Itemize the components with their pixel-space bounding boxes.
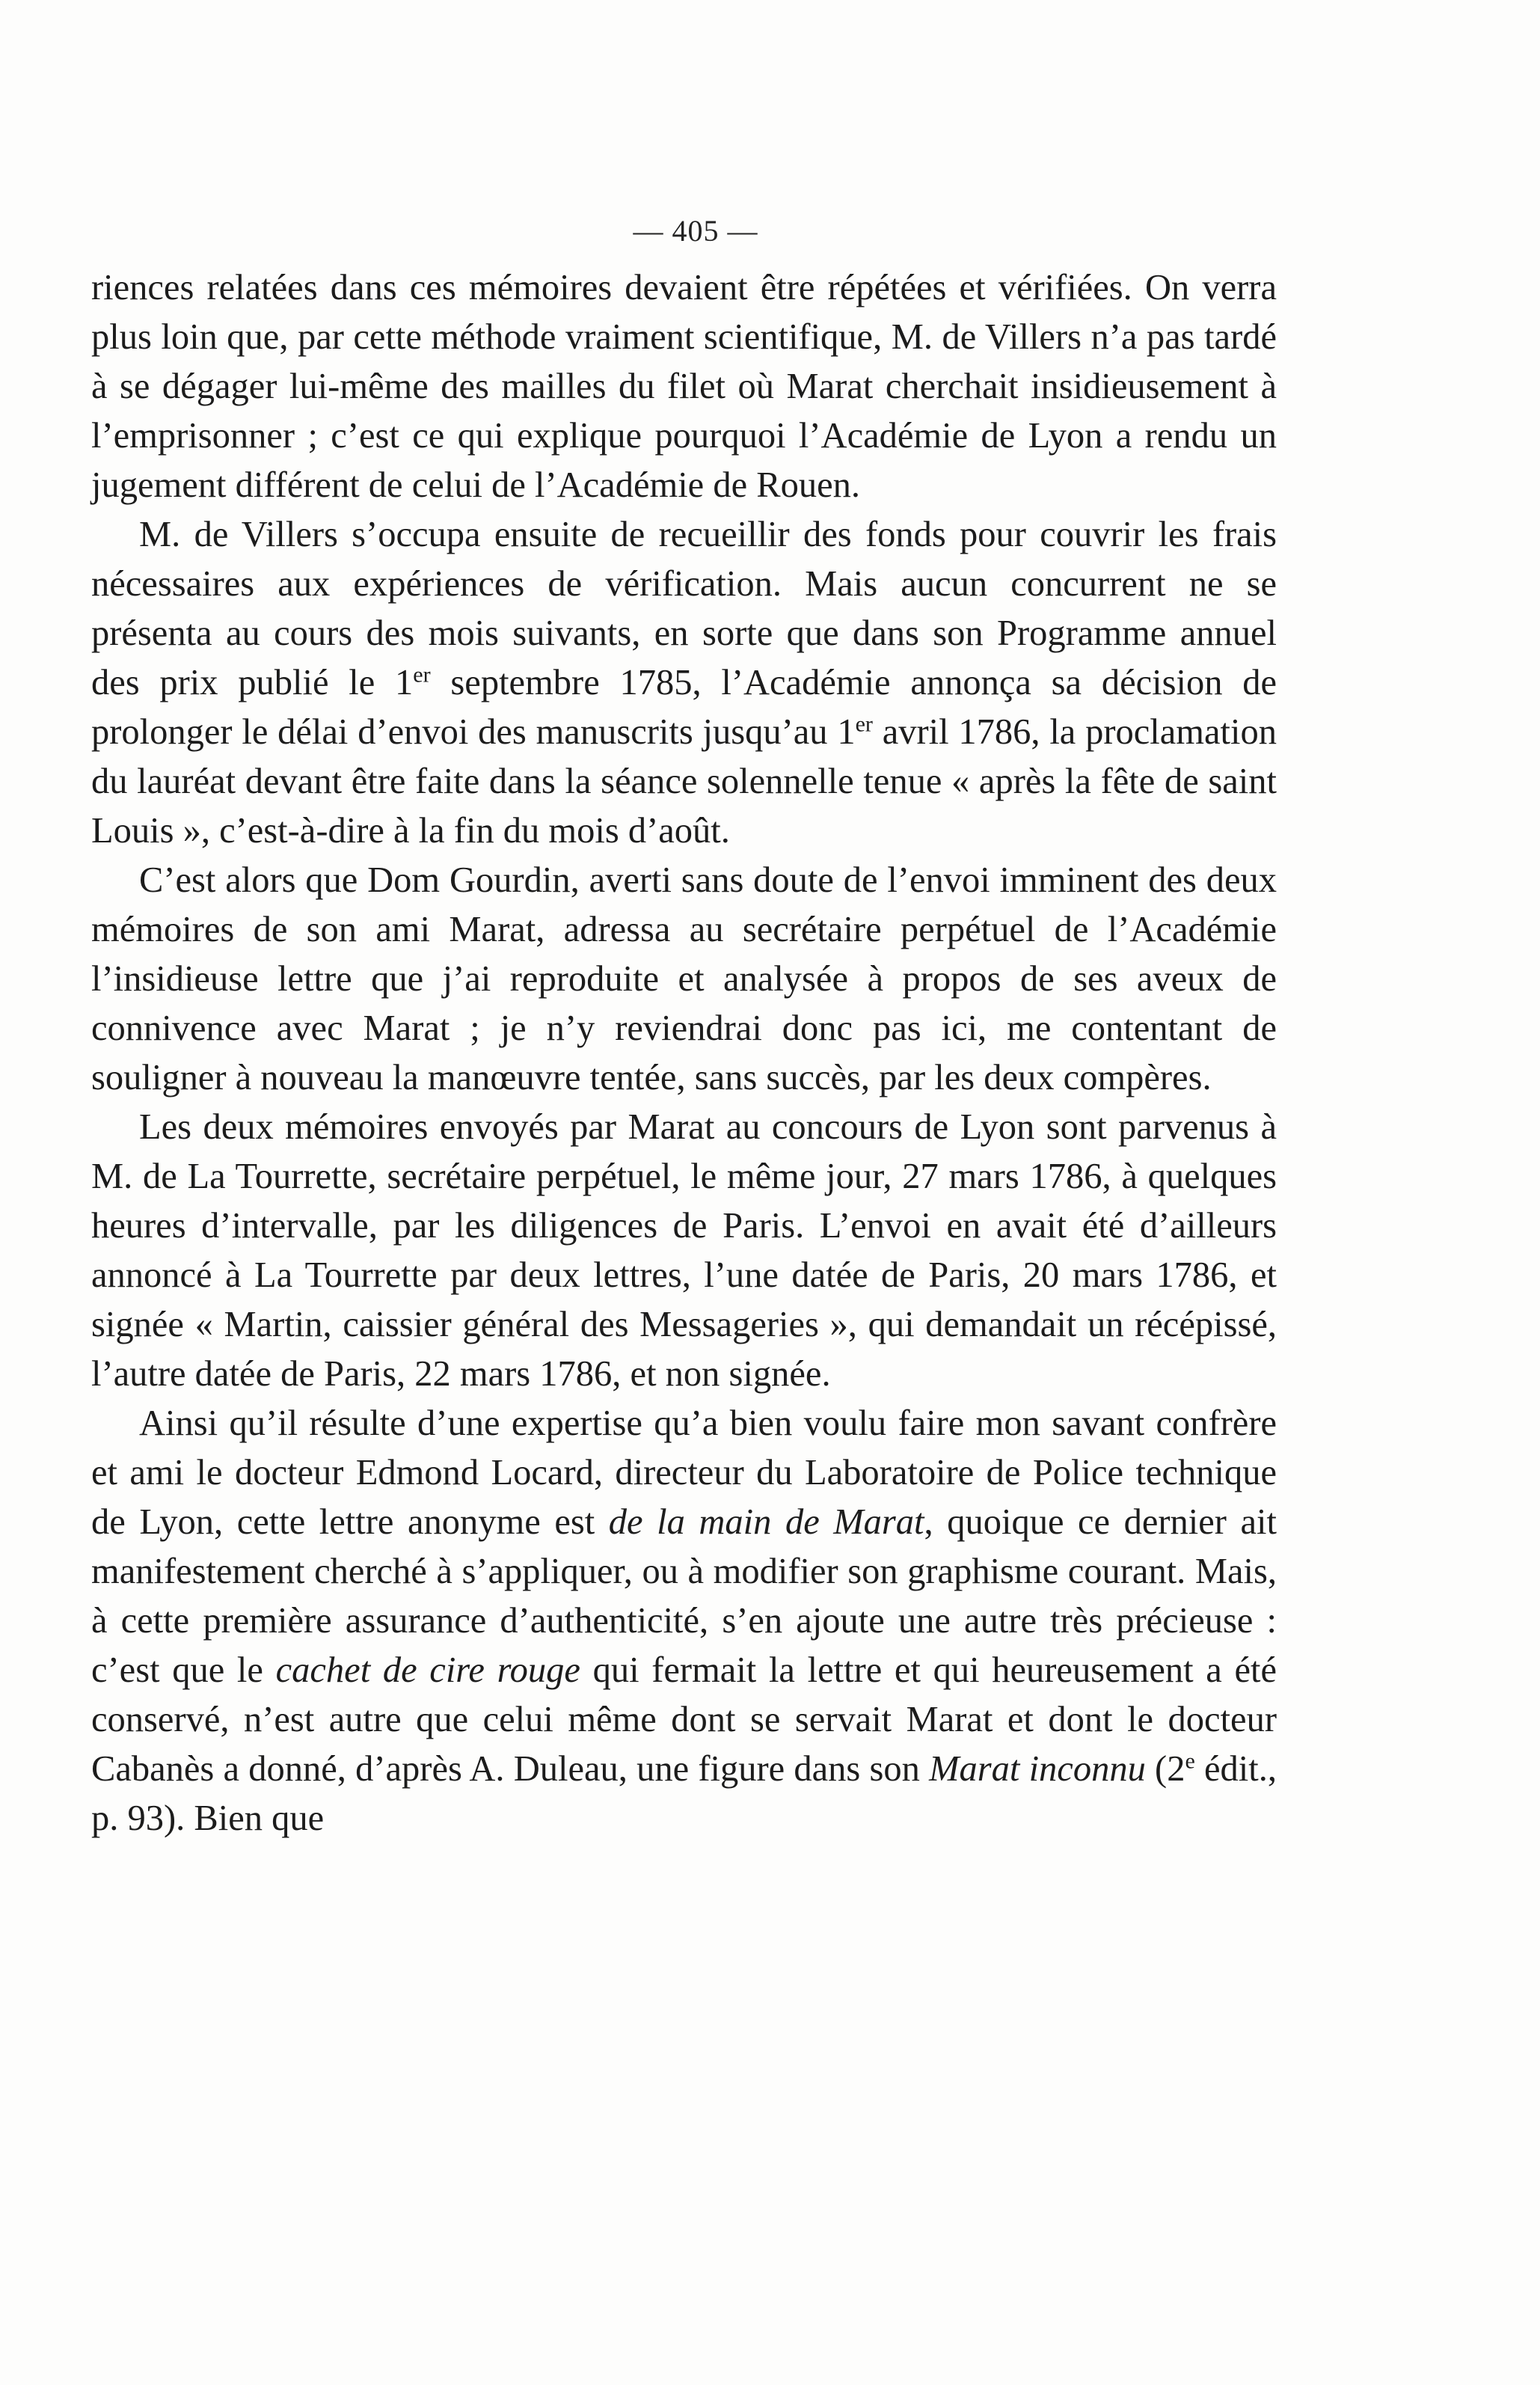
superscript: e (1185, 1748, 1195, 1774)
italic-text: de la main de Marat (608, 1502, 924, 1542)
page-number: — 405 — (633, 214, 758, 248)
text-run: édit., p. 93). Bien que (91, 1749, 1277, 1838)
text-run: (2 (1145, 1749, 1185, 1789)
text-run: avril 1786, la proclamation du lauréat devant être faite dans la séance solennelle tenue « après la fête de saint Louis », c’est-à-dire à la fin du mois d’août. (91, 712, 1277, 851)
paragraph (91, 856, 1277, 1103)
paragraph (91, 1103, 1277, 1399)
paragraph (91, 510, 1277, 856)
text-run: C’est alors que Dom Gourdin, averti sans doute de l’envoi imminent des deux mémoires de son ami Marat, adressa au secrétaire perpétuel de l’Académie l’insidieuse lettre que j’ai reproduite et analysée à propos de ses aveux de connivence avec Marat ; je n’y reviendrai donc pas ici, me contentant de souligner à nouveau la manœuvre tentée, sans succès, par les deux compères. (91, 860, 1277, 1097)
superscript: er (855, 711, 873, 737)
paragraph (91, 263, 1277, 510)
body-text (91, 263, 1277, 1843)
text-run: Ainsi qu’il résulte d’une expertise qu’a bien voulu faire mon savant confrère et ami le docteur Edmond Locard, directeur du Laboratoire de Police technique de Lyon, cette lettre anonyme est (91, 1403, 1277, 1542)
italic-text: Marat inconnu (929, 1749, 1146, 1789)
text-run: septembre 1785, l’Académie annonça sa décision de prolonger le délai d’envoi des manuscrits jusqu’au 1 (91, 663, 1277, 752)
italic-text: cachet de cire rouge (275, 1650, 580, 1690)
text-run: riences relatées dans ces mémoires devaient être répétées et vérifiées. On verra plus loin que, par cette méthode vraiment scientifique, M. de Villers n’a pas tardé à se dégager lui-même des mailles du filet où Marat cherchait insidieusement à l’emprisonner ; c’est ce qui explique pourquoi l’Académie de Lyon a rendu un jugement différent de celui de l’Académie de Rouen. (91, 268, 1277, 505)
text-run: M. de Villers s’occupa ensuite de recueillir des fonds pour couvrir les frais nécessaires aux expériences de vérification. Mais aucun concurrent ne se présenta au cours des mois suivants, en sorte que dans son Programme annuel des prix publié le 1 (91, 515, 1277, 702)
text-run: Les deux mémoires envoyés par Marat au concours de Lyon sont parvenus à M. de La Tourrette, secrétaire perpétuel, le même jour, 27 mars 1786, à quelques heures d’intervalle, par les diligences de Paris. L’envoi en avait été d’ailleurs annoncé à La Tourrette par deux lettres, l’une datée de Paris, 20 mars 1786, et signée « Martin, caissier général des Messageries », qui demandait un récépissé, l’autre datée de Paris, 22 mars 1786, et non signée. (91, 1107, 1277, 1394)
superscript: er (413, 661, 431, 688)
paragraph (91, 1399, 1277, 1843)
text-run: , quoique ce dernier ait manifestement cherché à s’appliquer, ou à modifier son graphisme courant. Mais, à cette première assurance d’authenticité, s’en ajoute une autre très précieuse : c’est que le (91, 1502, 1277, 1690)
text-run: qui fermait la lettre et qui heureusement a été conservé, n’est autre que celui même dont se servait Marat et dont le docteur Cabanès a donné, d’après A. Duleau, une figure dans son (91, 1650, 1277, 1789)
